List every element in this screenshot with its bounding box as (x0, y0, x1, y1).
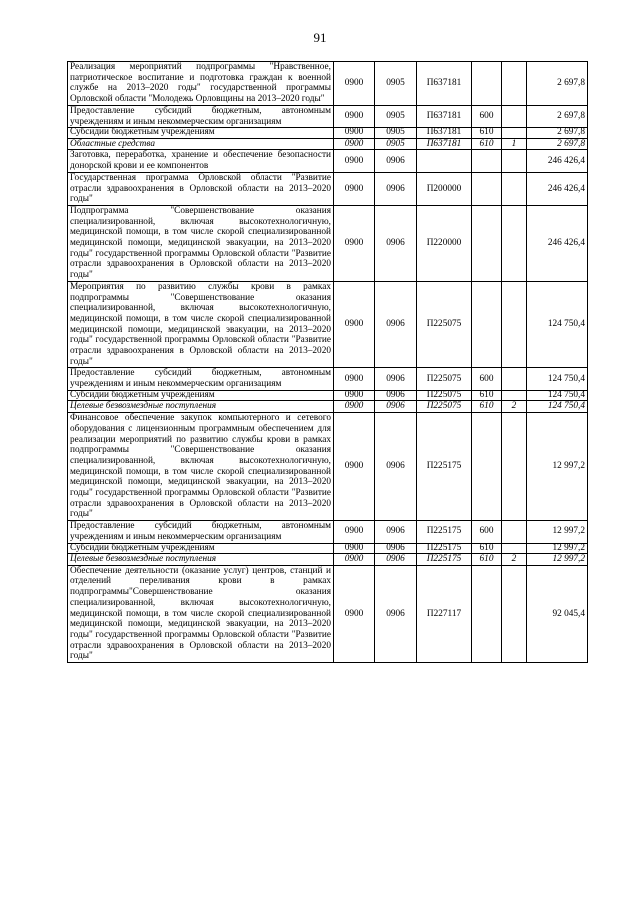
row-funding-source (502, 565, 527, 662)
row-target-article: П225175 (417, 521, 472, 543)
row-expense-type: 610 (472, 128, 502, 139)
row-amount: 246 426,4 (527, 205, 588, 281)
row-amount: 92 045,4 (527, 565, 588, 662)
row-expense-type: 610 (472, 390, 502, 401)
row-funding-source (502, 281, 527, 368)
row-amount: 246 426,4 (527, 172, 588, 205)
row-section-code: 0900 (334, 390, 375, 401)
row-amount: 2 697,8 (527, 62, 588, 106)
row-amount: 124 750,4 (527, 390, 588, 401)
row-target-article: П225075 (417, 281, 472, 368)
row-subsection-code: 0905 (375, 128, 417, 139)
row-target-article: П637181 (417, 62, 472, 106)
row-amount: 124 750,4 (527, 281, 588, 368)
table-row (68, 565, 588, 662)
row-section-code: 0900 (334, 521, 375, 543)
row-target-article: П225075 (417, 401, 472, 413)
row-expense-type: 610 (472, 554, 502, 566)
row-amount: 246 426,4 (527, 150, 588, 172)
row-subsection-code: 0906 (375, 368, 417, 390)
row-expense-type (472, 62, 502, 106)
row-name: Предоставление субсидий бюджетным, автономным учреждениям и иным некоммерческим организациям (68, 105, 334, 127)
row-subsection-code: 0906 (375, 205, 417, 281)
row-name: Подпрограмма "Совершенствование оказания специализированной, включая высокотехнологичную, медицинской помощи, в том числе скорой специализированной медицинской помощи, медицинской эвакуации, на 2013–2020 годы" государственной программы Орловской области "Развитие отрасли здравоохранения в Орловской области на 2013–2020 годы" (68, 205, 334, 281)
row-target-article: П225075 (417, 368, 472, 390)
row-name: Целевые безвозмездные поступления (68, 554, 334, 566)
table-row (68, 205, 588, 281)
row-funding-source (502, 105, 527, 127)
row-funding-source (502, 62, 527, 106)
row-subsection-code: 0905 (375, 62, 417, 106)
row-expense-type: 600 (472, 521, 502, 543)
row-subsection-code: 0905 (375, 138, 417, 150)
row-name: Целевые безвозмездные поступления (68, 401, 334, 413)
row-section-code: 0900 (334, 138, 375, 150)
row-subsection-code: 0906 (375, 401, 417, 413)
budget-table (67, 61, 588, 663)
row-name: Предоставление субсидий бюджетным, автономным учреждениям и иным некоммерческим организациям (68, 368, 334, 390)
row-target-article: П200000 (417, 172, 472, 205)
row-amount: 2 697,8 (527, 128, 588, 139)
row-expense-type (472, 565, 502, 662)
budget-table-body (68, 62, 588, 663)
row-target-article (417, 150, 472, 172)
row-subsection-code: 0906 (375, 281, 417, 368)
table-row (68, 401, 588, 413)
row-name: Субсидии бюджетным учреждениям (68, 128, 334, 139)
row-section-code: 0900 (334, 205, 375, 281)
row-expense-type (472, 205, 502, 281)
row-subsection-code: 0906 (375, 150, 417, 172)
row-name: Государственная программа Орловской области "Развитие отрасли здравоохранения в Орловской области на 2013–2020 годы" (68, 172, 334, 205)
row-name: Субсидии бюджетным учреждениям (68, 543, 334, 554)
row-expense-type: 610 (472, 138, 502, 150)
row-subsection-code: 0906 (375, 543, 417, 554)
row-funding-source (502, 150, 527, 172)
row-target-article: П637181 (417, 138, 472, 150)
row-target-article: П225175 (417, 543, 472, 554)
table-row (68, 543, 588, 554)
table-row (68, 172, 588, 205)
row-section-code: 0900 (334, 128, 375, 139)
row-target-article: П637181 (417, 105, 472, 127)
row-name: Субсидии бюджетным учреждениям (68, 390, 334, 401)
row-section-code: 0900 (334, 172, 375, 205)
table-row (68, 150, 588, 172)
row-expense-type (472, 281, 502, 368)
row-funding-source: 2 (502, 554, 527, 566)
row-section-code: 0900 (334, 150, 375, 172)
row-section-code: 0900 (334, 565, 375, 662)
row-expense-type: 610 (472, 543, 502, 554)
row-target-article: П220000 (417, 205, 472, 281)
row-section-code: 0900 (334, 281, 375, 368)
table-row (68, 390, 588, 401)
row-target-article: П225075 (417, 390, 472, 401)
row-name: Финансовое обеспечение закупок компьютерного и сетевого оборудования с лицензионным программным обеспечением для реализации мероприятий по развитию службы крови в рамках подпрограммы "Совершенствование оказания специализированной, включая высокотехнологичную, медицинской помощи, в том числе скорой специализированной медицинской помощи, медицинской эвакуации, на 2013–2020 годы" государственной программы Орловской области "Развитие отрасли здравоохранения в Орловской области на 2013–2020 годы" (68, 413, 334, 521)
table-row (68, 554, 588, 566)
table-row (68, 521, 588, 543)
table-row (68, 105, 588, 127)
row-expense-type (472, 413, 502, 521)
row-subsection-code: 0906 (375, 390, 417, 401)
row-name: Предоставление субсидий бюджетным, автономным учреждениям и иным некоммерческим организациям (68, 521, 334, 543)
row-section-code: 0900 (334, 543, 375, 554)
row-amount: 124 750,4 (527, 368, 588, 390)
row-target-article: П225175 (417, 554, 472, 566)
row-section-code: 0900 (334, 62, 375, 106)
page-number: 91 (313, 30, 327, 45)
row-funding-source (502, 128, 527, 139)
row-amount: 12 997,2 (527, 413, 588, 521)
row-subsection-code: 0906 (375, 172, 417, 205)
row-amount: 124 750,4 (527, 401, 588, 413)
row-section-code: 0900 (334, 368, 375, 390)
row-target-article: П637181 (417, 128, 472, 139)
row-section-code: 0900 (334, 401, 375, 413)
row-expense-type (472, 150, 502, 172)
row-expense-type: 600 (472, 368, 502, 390)
row-subsection-code: 0906 (375, 565, 417, 662)
table-row (68, 413, 588, 521)
row-funding-source (502, 205, 527, 281)
row-amount: 2 697,8 (527, 138, 588, 150)
table-row (68, 368, 588, 390)
row-target-article: П227117 (417, 565, 472, 662)
table-row (68, 62, 588, 106)
row-subsection-code: 0906 (375, 554, 417, 566)
table-row (68, 138, 588, 150)
row-amount: 12 997,2 (527, 521, 588, 543)
row-funding-source: 1 (502, 138, 527, 150)
row-funding-source (502, 390, 527, 401)
row-section-code: 0900 (334, 554, 375, 566)
row-funding-source (502, 368, 527, 390)
row-name: Заготовка, переработка, хранение и обеспечение безопасности донорской крови и ее компонентов (68, 150, 334, 172)
row-expense-type: 610 (472, 401, 502, 413)
row-target-article: П225175 (417, 413, 472, 521)
row-funding-source (502, 521, 527, 543)
row-name: Реализация мероприятий подпрограммы "Нравственное, патриотическое воспитание и подготовка граждан к военной службе на 2013–2020 годы" государственной программы Орловской области "Молодежь Орловщины на 2013–2020 годы" (68, 62, 334, 106)
row-funding-source (502, 172, 527, 205)
row-subsection-code: 0905 (375, 105, 417, 127)
row-name: Обеспечение деятельности (оказание услуг) центров, станций и отделений переливания крови в рамках подпрограммы"Совершенствование оказания специализированной, включая высокотехнологичную, медицинской помощи, в том числе скорой специализированной медицинской помощи, медицинской эвакуации, на 2013–2020 годы" государственной программы Орловской области "Развитие отрасли здравоохранения в Орловской области на 2013–2020 годы" (68, 565, 334, 662)
table-row (68, 128, 588, 139)
row-funding-source: 2 (502, 401, 527, 413)
row-amount: 12 997,2 (527, 543, 588, 554)
table-row (68, 281, 588, 368)
row-section-code: 0900 (334, 105, 375, 127)
row-name: Мероприятия по развитию службы крови в рамках подпрограммы "Совершенствование оказания специализированной, включая высокотехнологичную, медицинской помощи, в том числе скорой специализированной медицинской помощи, медицинской эвакуации, на 2013–2020 годы" государственной программы Орловской области "Развитие отрасли здравоохранения в Орловской области на 2013–2020 годы" (68, 281, 334, 368)
row-amount: 2 697,8 (527, 105, 588, 127)
row-funding-source (502, 543, 527, 554)
row-amount: 12 997,2 (527, 554, 588, 566)
row-expense-type (472, 172, 502, 205)
row-section-code: 0900 (334, 413, 375, 521)
row-name: Областные средства (68, 138, 334, 150)
row-expense-type: 600 (472, 105, 502, 127)
row-funding-source (502, 413, 527, 521)
row-subsection-code: 0906 (375, 521, 417, 543)
row-subsection-code: 0906 (375, 413, 417, 521)
